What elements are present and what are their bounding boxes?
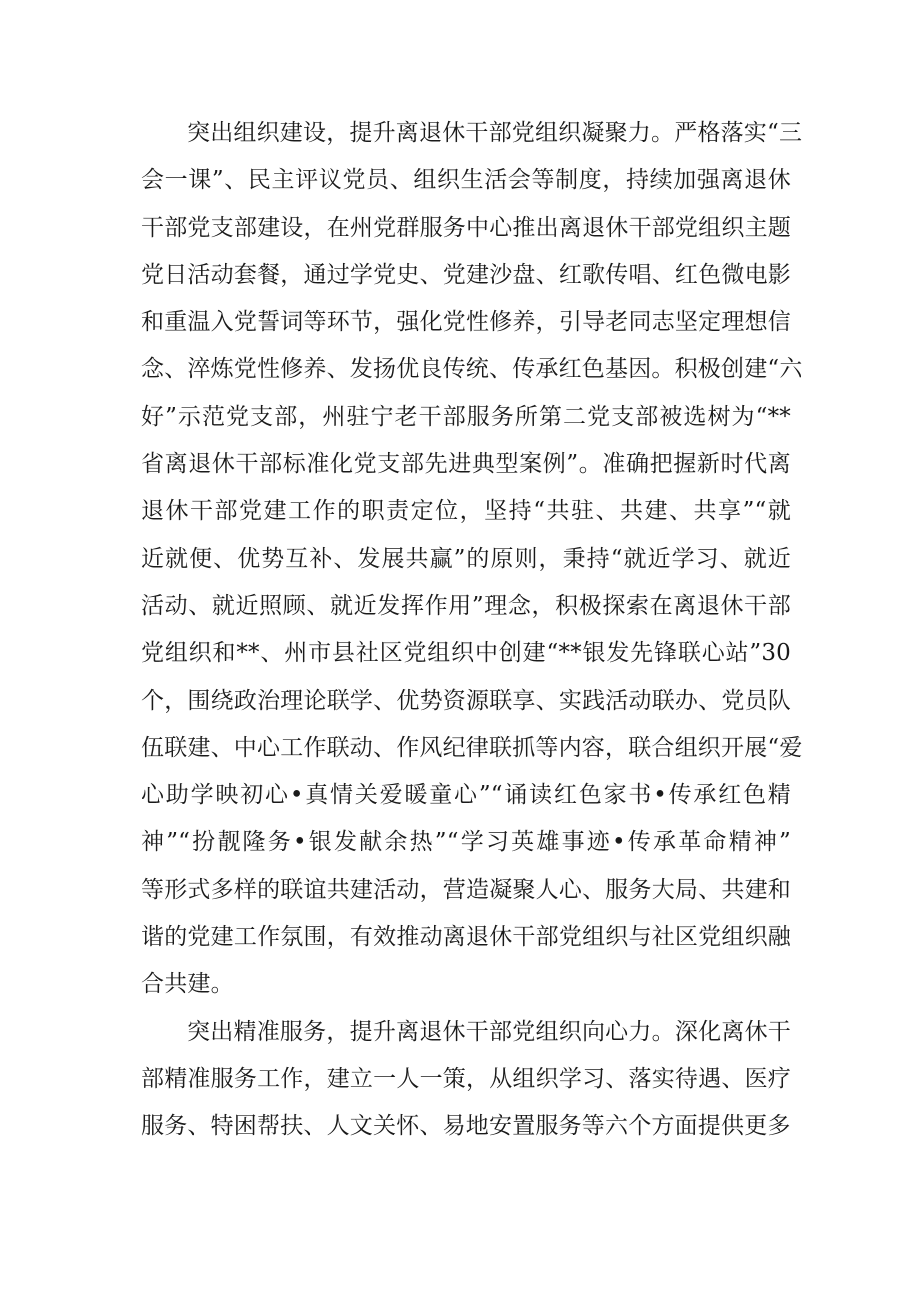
paragraph-line: 近就便、优势互补、发展共赢”的原则，秉持“就近学习、就近 <box>141 545 791 572</box>
paragraph-line: 干部党支部建设，在州党群服务中心推出离退休干部党组织主题 <box>141 214 791 241</box>
paragraph <box>141 110 803 1009</box>
document-body <box>141 110 803 1151</box>
paragraph <box>141 1009 791 1151</box>
paragraph-line: 谐的党建工作氛围，有效推动离退休干部党组织与社区党组织融 <box>141 924 791 951</box>
paragraph-line: 党日活动套餐，通过学党史、党建沙盘、红歌传唱、红色微电影 <box>141 261 791 288</box>
paragraph-line: 念、淬炼党性修养、发扬优良传统、传承红色基因。积极创建“六 <box>141 356 803 383</box>
paragraph-line: 会一课”、民主评议党员、组织生活会等制度，持续加强离退休 <box>141 167 791 194</box>
paragraph-line: 党组织和**、州市县社区党组织中创建“**银发先锋联心站”30 <box>141 640 791 667</box>
paragraph-line: 退休干部党建工作的职责定位，坚持“共驻、共建、共享”“就 <box>141 498 791 525</box>
paragraph-line: 服务、特困帮扶、人文关怀、易地安置服务等六个方面提供更多 <box>141 1113 791 1140</box>
paragraph-line: 突出精准服务，提升离退休干部党组织向心力。深化离休干 <box>187 1018 791 1045</box>
paragraph-line: 合共建。 <box>141 971 234 998</box>
paragraph-line: 等形式多样的联谊共建活动，营造凝聚人心、服务大局、共建和 <box>141 876 791 903</box>
paragraph-line: 省离退休干部标准化党支部先进典型案例”。准确把握新时代离 <box>141 451 791 478</box>
paragraph-line: 心助学映初心•真情关爱暖童心”“诵读红色家书•传承红色精 <box>141 782 791 809</box>
paragraph-line: 突出组织建设，提升离退休干部党组织凝聚力。严格落实“三 <box>187 120 803 146</box>
paragraph-line: 神”“扮靓隆务•银发献余热”“学习英雄事迹•传承革命精神” <box>141 829 791 856</box>
paragraph-line: 活动、就近照顾、就近发挥作用”理念，积极探索在离退休干部 <box>141 592 791 619</box>
paragraph-line: 伍联建、中心工作联动、作风纪律联抓等内容，联合组织开展“爱 <box>141 734 803 761</box>
paragraph-line: 和重温入党誓词等环节，强化党性修养，引导老同志坚定理想信 <box>141 309 791 336</box>
paragraph-line: 好”示范党支部，州驻宁老干部服务所第二党支部被选树为“** <box>141 403 791 430</box>
paragraph-line: 个，围绕政治理论联学、优势资源联享、实践活动联办、党员队 <box>141 687 791 714</box>
paragraph-line: 部精准服务工作，建立一人一策，从组织学习、落实待遇、医疗 <box>141 1065 791 1092</box>
